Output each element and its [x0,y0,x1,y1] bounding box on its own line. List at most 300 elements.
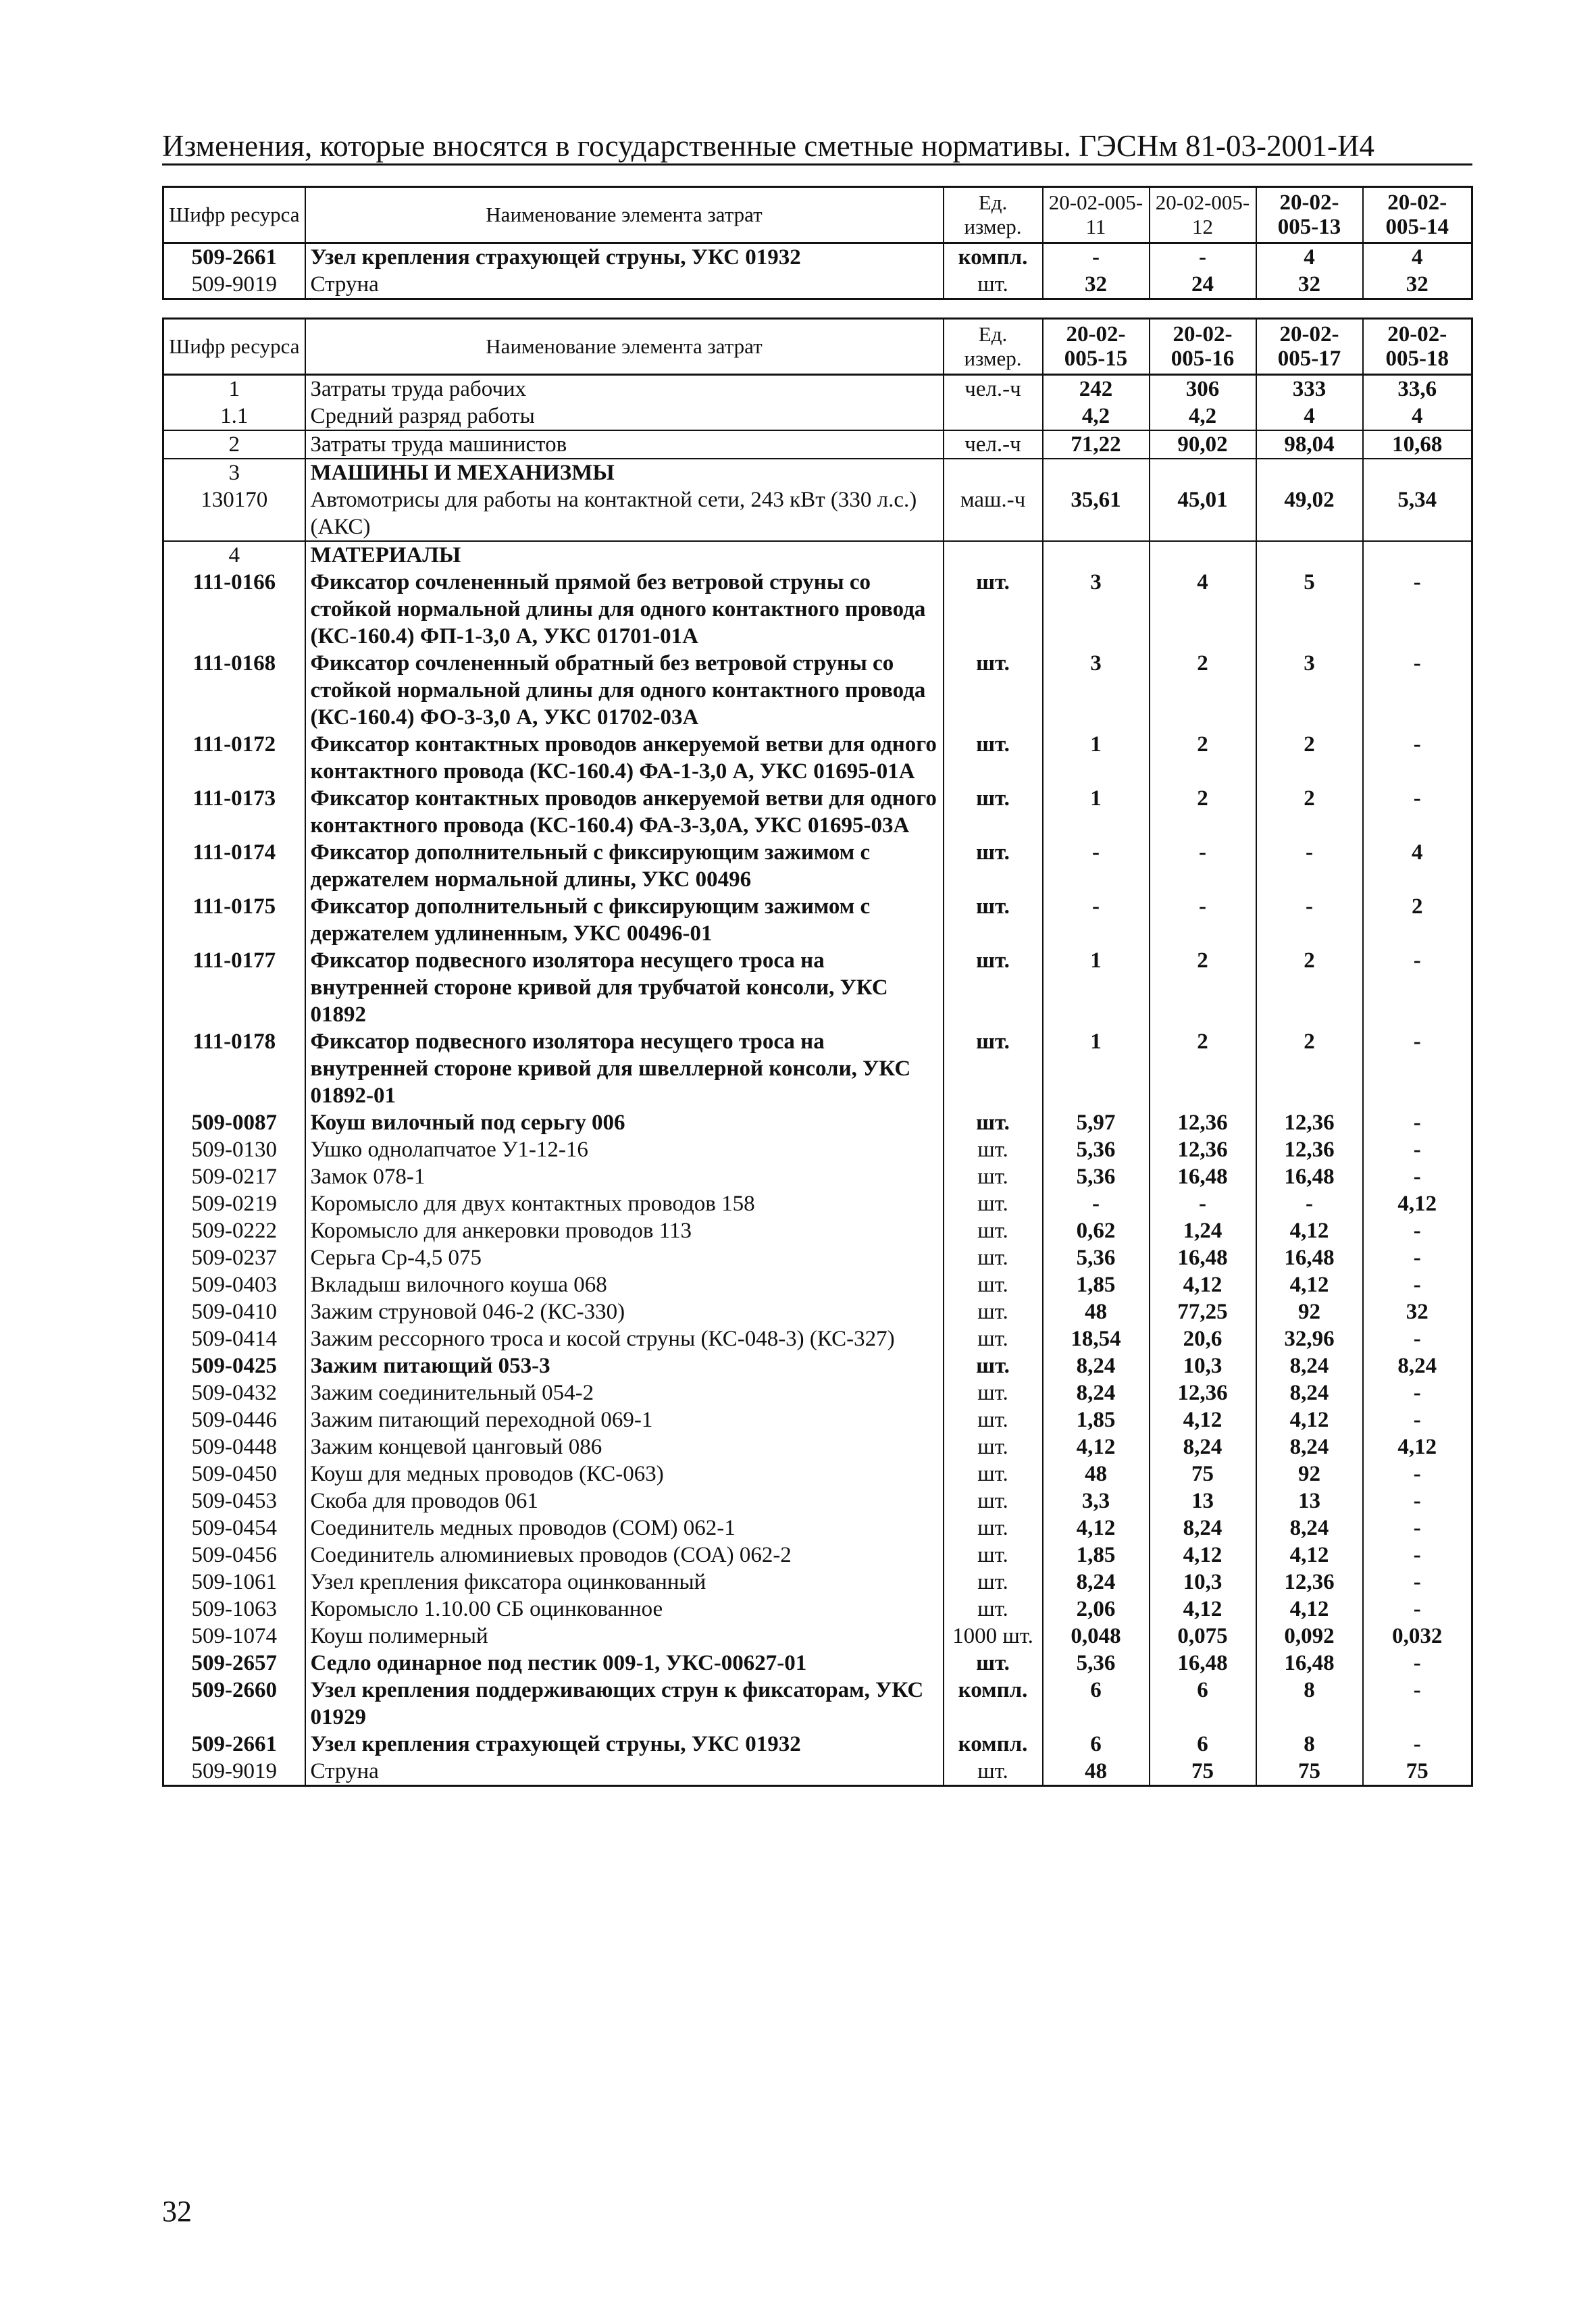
resource-name: Коуш полимерный [305,1623,944,1650]
value-cell: - [1150,1190,1256,1217]
resource-name: Фиксатор сочлененный прямой без ветровой струны со стойкой нормальной длины для одного контактного провода (КС-160.4) ФП-1-3,0 А, УКС 01701-01А [305,569,944,650]
value-cell: 4,12 [1256,1596,1363,1623]
value-cell: 1,85 [1043,1542,1150,1569]
table-row [163,731,1472,785]
resource-name: Зажим питающий переходной 069-1 [305,1406,944,1433]
resource-name: МАШИНЫ И МЕХАНИЗМЫ [305,459,944,486]
value-cell: 242 [1043,375,1150,403]
value-cell: 16,48 [1150,1650,1256,1677]
table-row [163,1298,1472,1325]
table-row [163,1217,1472,1244]
value-cell: 12,36 [1256,1136,1363,1163]
unit-cell: шт. [944,947,1043,1028]
resource-code: 509-0217 [163,1163,305,1190]
value-cell: 1 [1043,947,1150,1028]
resource-code: 509-1074 [163,1623,305,1650]
header-name: Наименование элемента затрат [305,187,944,243]
value-cell: - [1150,893,1256,947]
value-cell: 32 [1363,271,1472,299]
header-col-18: 20-02-005-18 [1363,319,1472,375]
value-cell: 16,48 [1256,1650,1363,1677]
unit-cell: маш.-ч [944,486,1043,541]
unit-cell [944,459,1043,486]
table-row [163,1623,1472,1650]
resource-name: Фиксатор подвесного изолятора несущего троса на внутренней стороне кривой для швеллерной консоли, УКС 01892-01 [305,1028,944,1109]
value-cell: - [1150,839,1256,893]
value-cell [1150,541,1256,569]
value-cell: 4,12 [1150,1271,1256,1298]
header-unit: Ед. измер. [944,319,1043,375]
value-cell: 4,12 [1043,1433,1150,1460]
value-cell: 8,24 [1363,1352,1472,1379]
unit-cell: шт. [944,569,1043,650]
resource-code: 509-0087 [163,1109,305,1136]
value-cell: 5,34 [1363,486,1472,541]
value-cell: 1,85 [1043,1406,1150,1433]
unit-cell: шт. [944,1028,1043,1109]
value-cell: 92 [1256,1298,1363,1325]
resource-code: 509-0453 [163,1488,305,1515]
table-row [163,1109,1472,1136]
value-cell: 1,24 [1150,1217,1256,1244]
resource-table-2 [162,317,1473,1787]
value-cell: - [1363,1271,1472,1298]
value-cell: 2 [1256,785,1363,839]
value-cell: - [1043,1190,1150,1217]
header-col-17: 20-02-005-17 [1256,319,1363,375]
table-row [163,1542,1472,1569]
table-header-row [163,319,1472,375]
value-cell: - [1363,1217,1472,1244]
value-cell: - [1363,1244,1472,1271]
value-cell: - [1363,1460,1472,1488]
value-cell: 0,048 [1043,1623,1150,1650]
resource-code: 509-0414 [163,1325,305,1352]
table-row [163,271,1472,299]
table-row [163,893,1472,947]
value-cell: 333 [1256,375,1363,403]
value-cell: 75 [1363,1758,1472,1786]
value-cell: 8 [1256,1731,1363,1758]
resource-code: 509-0446 [163,1406,305,1433]
value-cell: 5,36 [1043,1163,1150,1190]
header-code: Шифр ресурса [163,319,305,375]
value-cell: 2 [1256,947,1363,1028]
value-cell: 4 [1363,403,1472,430]
resource-code: 509-0219 [163,1190,305,1217]
unit-cell: чел.-ч [944,430,1043,459]
value-cell: 8,24 [1256,1379,1363,1406]
value-cell: 4,12 [1363,1433,1472,1460]
resource-code: 4 [163,541,305,569]
value-cell: 4,12 [1256,1542,1363,1569]
resource-name: Средний разряд работы [305,403,944,430]
unit-cell: шт. [944,785,1043,839]
value-cell: 8,24 [1150,1515,1256,1542]
value-cell: 6 [1043,1731,1150,1758]
value-cell: 4 [1256,243,1363,272]
header-col-14: 20-02-005-14 [1363,187,1472,243]
resource-code: 509-0222 [163,1217,305,1244]
resource-name: Коуш вилочный под серьгу 006 [305,1109,944,1136]
unit-cell: шт. [944,1298,1043,1325]
table-row [163,486,1472,541]
unit-cell: шт. [944,1433,1043,1460]
resource-name: Замок 078-1 [305,1163,944,1190]
value-cell: 98,04 [1256,430,1363,459]
value-cell: 2 [1363,893,1472,947]
value-cell: 12,36 [1150,1379,1256,1406]
value-cell: 10,68 [1363,430,1472,459]
header-divider [162,163,1472,166]
value-cell: - [1363,1542,1472,1569]
value-cell: 1,85 [1043,1271,1150,1298]
unit-cell: шт. [944,1460,1043,1488]
resource-code: 111-0177 [163,947,305,1028]
value-cell: - [1256,839,1363,893]
table-row [163,375,1472,403]
resource-code: 111-0173 [163,785,305,839]
resource-code: 1 [163,375,305,403]
table-row [163,243,1472,272]
value-cell: 8,24 [1043,1352,1150,1379]
resource-name: МАТЕРИАЛЫ [305,541,944,569]
table-row [163,785,1472,839]
resource-name: Зажим соединительный 054-2 [305,1379,944,1406]
resource-code: 509-2657 [163,1650,305,1677]
unit-cell: шт. [944,1271,1043,1298]
resource-name: Соединитель алюминиевых проводов (СОА) 062-2 [305,1542,944,1569]
resource-code: 111-0178 [163,1028,305,1109]
value-cell: 6 [1043,1677,1150,1731]
value-cell: 0,075 [1150,1623,1256,1650]
table-row [163,650,1472,731]
value-cell: 8 [1256,1677,1363,1731]
value-cell: 13 [1256,1488,1363,1515]
value-cell: 32 [1043,271,1150,299]
value-cell: 1 [1043,1028,1150,1109]
resource-code: 509-2661 [163,1731,305,1758]
value-cell: 8,24 [1150,1433,1256,1460]
value-cell: 0,62 [1043,1217,1150,1244]
value-cell: 32,96 [1256,1325,1363,1352]
table-row [163,1163,1472,1190]
value-cell: 5,36 [1043,1244,1150,1271]
table-row [163,1379,1472,1406]
unit-cell: шт. [944,271,1043,299]
value-cell: 48 [1043,1298,1150,1325]
resource-name: Серьга Ср-4,5 075 [305,1244,944,1271]
value-cell [1256,459,1363,486]
unit-cell: шт. [944,1758,1043,1786]
value-cell: 4,12 [1256,1406,1363,1433]
table-row [163,459,1472,486]
table-row [163,1406,1472,1433]
value-cell: 71,22 [1043,430,1150,459]
resource-name: Зажим рессорного троса и косой струны (КС-048-3) (КС-327) [305,1325,944,1352]
value-cell: 13 [1150,1488,1256,1515]
resource-name: Фиксатор контактных проводов анкеруемой ветви для одного контактного провода (КС-160.4) ФА-1-3,0 А, УКС 01695-01А [305,731,944,785]
resource-code: 509-0432 [163,1379,305,1406]
unit-cell: компл. [944,243,1043,272]
value-cell: - [1043,839,1150,893]
value-cell: 4,12 [1256,1271,1363,1298]
value-cell: - [1363,1406,1472,1433]
value-cell: 1 [1043,785,1150,839]
resource-name: Узел крепления поддерживающих струн к фиксаторам, УКС 01929 [305,1677,944,1731]
unit-cell: шт. [944,1244,1043,1271]
resource-name: Фиксатор сочлененный обратный без ветровой струны со стойкой нормальной длины для одного контактного провода (КС-160.4) ФО-3-3,0 А, УКС 01702-03А [305,650,944,731]
table-row [163,569,1472,650]
value-cell: 49,02 [1256,486,1363,541]
value-cell: - [1363,1596,1472,1623]
value-cell: 12,36 [1256,1569,1363,1596]
resource-code: 3 [163,459,305,486]
unit-cell [944,403,1043,430]
resource-name: Соединитель медных проводов (СОМ) 062-1 [305,1515,944,1542]
resource-name: Зажим струновой 046-2 (КС-330) [305,1298,944,1325]
resource-code: 111-0172 [163,731,305,785]
value-cell: 0,092 [1256,1623,1363,1650]
header-col-12: 20-02-005-12 [1150,187,1256,243]
value-cell: 3 [1043,650,1150,731]
value-cell: - [1363,1731,1472,1758]
value-cell: 1 [1043,731,1150,785]
value-cell: 33,6 [1363,375,1472,403]
value-cell: 2 [1150,650,1256,731]
resource-code: 130170 [163,486,305,541]
unit-cell: шт. [944,893,1043,947]
value-cell: 0,032 [1363,1623,1472,1650]
resource-name: Затраты труда рабочих [305,375,944,403]
table-row [163,1244,1472,1271]
unit-cell: шт. [944,1190,1043,1217]
value-cell: 75 [1256,1758,1363,1786]
resource-name: Коромысло для двух контактных проводов 158 [305,1190,944,1217]
unit-cell: шт. [944,1325,1043,1352]
value-cell: 3 [1043,569,1150,650]
value-cell: 5 [1256,569,1363,650]
value-cell: 8,24 [1256,1352,1363,1379]
resource-name: Зажим концевой цанговый 086 [305,1433,944,1460]
value-cell: 48 [1043,1460,1150,1488]
resource-code: 111-0166 [163,569,305,650]
value-cell: 4,2 [1150,403,1256,430]
table-row [163,1677,1472,1731]
table-body [163,375,1472,1786]
value-cell: 2 [1256,1028,1363,1109]
unit-cell [944,541,1043,569]
header-name: Наименование элемента затрат [305,319,944,375]
value-cell: 4,2 [1043,403,1150,430]
value-cell: 3 [1256,650,1363,731]
value-cell: - [1363,1136,1472,1163]
resource-name: Узел крепления страхующей струны, УКС 01932 [305,243,944,272]
value-cell: 10,3 [1150,1569,1256,1596]
resource-code: 509-1063 [163,1596,305,1623]
resource-name: Фиксатор дополнительный с фиксирующим зажимом с держателем удлиненным, УКС 00496-01 [305,893,944,947]
value-cell: 2 [1150,785,1256,839]
table-row [163,1488,1472,1515]
unit-cell: шт. [944,1163,1043,1190]
value-cell: 6 [1150,1731,1256,1758]
unit-cell: шт. [944,1352,1043,1379]
unit-cell: шт. [944,1109,1043,1136]
unit-cell: чел.-ч [944,375,1043,403]
resource-name: Фиксатор контактных проводов анкеруемой ветви для одного контактного провода (КС-160.4) ФА-3-3,0А, УКС 01695-03А [305,785,944,839]
value-cell: 48 [1043,1758,1150,1786]
table-row [163,1271,1472,1298]
header-unit: Ед. измер. [944,187,1043,243]
value-cell: - [1363,1028,1472,1109]
value-cell: 92 [1256,1460,1363,1488]
resource-code: 509-0450 [163,1460,305,1488]
value-cell: - [1363,1488,1472,1515]
resource-name: Струна [305,271,944,299]
value-cell: 32 [1256,271,1363,299]
header-col-15: 20-02-005-15 [1043,319,1150,375]
unit-cell: шт. [944,1650,1043,1677]
header-col-11: 20-02-005-11 [1043,187,1150,243]
value-cell: 4 [1363,839,1472,893]
table-row [163,1136,1472,1163]
resource-code: 509-0410 [163,1298,305,1325]
resource-name: Узел крепления фиксатора оцинкованный [305,1569,944,1596]
header-col-16: 20-02-005-16 [1150,319,1256,375]
value-cell: 75 [1150,1758,1256,1786]
resource-code: 509-0456 [163,1542,305,1569]
resource-name: Фиксатор дополнительный с фиксирующим зажимом с держателем нормальной длины, УКС 00496 [305,839,944,893]
table-header-row [163,187,1472,243]
resource-name: Ушко однолапчатое У1-12-16 [305,1136,944,1163]
value-cell: - [1363,1109,1472,1136]
value-cell: 4,12 [1363,1190,1472,1217]
value-cell: 5,97 [1043,1109,1150,1136]
value-cell: 16,48 [1256,1244,1363,1271]
value-cell: - [1043,243,1150,272]
value-cell: 35,61 [1043,486,1150,541]
value-cell: 8,24 [1043,1569,1150,1596]
page-number: 32 [162,2195,192,2228]
value-cell: 4 [1363,243,1472,272]
resource-name: Скоба для проводов 061 [305,1488,944,1515]
value-cell: - [1363,650,1472,731]
unit-cell: шт. [944,1542,1043,1569]
resource-name: Коромысло 1.10.00 СБ оцинкованное [305,1596,944,1623]
value-cell: - [1363,731,1472,785]
value-cell: 75 [1150,1460,1256,1488]
page-header-title: Изменения, которые вносятся в государственные сметные нормативы. ГЭСНм 81-03-2001-И4 [162,129,1375,163]
value-cell [1150,459,1256,486]
resource-code: 509-0403 [163,1271,305,1298]
value-cell: 12,36 [1150,1136,1256,1163]
resource-code: 509-0425 [163,1352,305,1379]
value-cell: - [1363,1163,1472,1190]
unit-cell: шт. [944,1136,1043,1163]
value-cell: - [1363,947,1472,1028]
value-cell: 2 [1256,731,1363,785]
resource-code: 509-0448 [163,1433,305,1460]
value-cell: 90,02 [1150,430,1256,459]
value-cell: 4,12 [1256,1217,1363,1244]
table-row [163,1758,1472,1786]
table-row [163,1325,1472,1352]
value-cell: 4,12 [1150,1406,1256,1433]
resource-name: Седло одинарное под пестик 009-1, УКС-00627-01 [305,1650,944,1677]
unit-cell: шт. [944,839,1043,893]
value-cell [1363,459,1472,486]
value-cell: 20,6 [1150,1325,1256,1352]
unit-cell: шт. [944,1379,1043,1406]
resource-code: 1.1 [163,403,305,430]
value-cell: - [1363,1569,1472,1596]
resource-code: 2 [163,430,305,459]
value-cell: 45,01 [1150,486,1256,541]
table-row [163,1460,1472,1488]
table-row [163,1028,1472,1109]
unit-cell: 1000 шт. [944,1623,1043,1650]
value-cell: - [1043,893,1150,947]
resource-code: 509-0454 [163,1515,305,1542]
table-row [163,1433,1472,1460]
table-row [163,541,1472,569]
table-row [163,1596,1472,1623]
value-cell: 8,24 [1043,1379,1150,1406]
table-row [163,1569,1472,1596]
resource-code: 509-1061 [163,1569,305,1596]
value-cell: - [1363,1325,1472,1352]
table-row [163,1352,1472,1379]
value-cell: 8,24 [1256,1515,1363,1542]
resource-name: Узел крепления страхующей струны, УКС 01932 [305,1731,944,1758]
unit-cell: шт. [944,1406,1043,1433]
value-cell: - [1363,1677,1472,1731]
table-row [163,430,1472,459]
unit-cell: шт. [944,650,1043,731]
value-cell [1256,541,1363,569]
value-cell: 16,48 [1256,1163,1363,1190]
value-cell: 12,36 [1150,1109,1256,1136]
value-cell: 3,3 [1043,1488,1150,1515]
value-cell: 4,12 [1043,1515,1150,1542]
value-cell: 306 [1150,375,1256,403]
table-row [163,1650,1472,1677]
value-cell: 16,48 [1150,1244,1256,1271]
value-cell: - [1363,1379,1472,1406]
value-cell [1363,541,1472,569]
value-cell: 77,25 [1150,1298,1256,1325]
value-cell: - [1256,893,1363,947]
resource-name: Фиксатор подвесного изолятора несущего троса на внутренней стороне кривой для трубчатой консоли, УКС 01892 [305,947,944,1028]
value-cell: 8,24 [1256,1433,1363,1460]
resource-name: Затраты труда машинистов [305,430,944,459]
resource-code: 111-0175 [163,893,305,947]
unit-cell: шт. [944,1217,1043,1244]
value-cell [1043,541,1150,569]
resource-code: 111-0168 [163,650,305,731]
unit-cell: шт. [944,1569,1043,1596]
value-cell: 16,48 [1150,1163,1256,1190]
unit-cell: компл. [944,1677,1043,1731]
unit-cell: шт. [944,1488,1043,1515]
table-row [163,839,1472,893]
value-cell: 4 [1256,403,1363,430]
table-body [163,243,1472,299]
value-cell: 2,06 [1043,1596,1150,1623]
resource-code: 509-2661 [163,243,305,272]
value-cell: 2 [1150,731,1256,785]
resource-code: 509-2660 [163,1677,305,1731]
